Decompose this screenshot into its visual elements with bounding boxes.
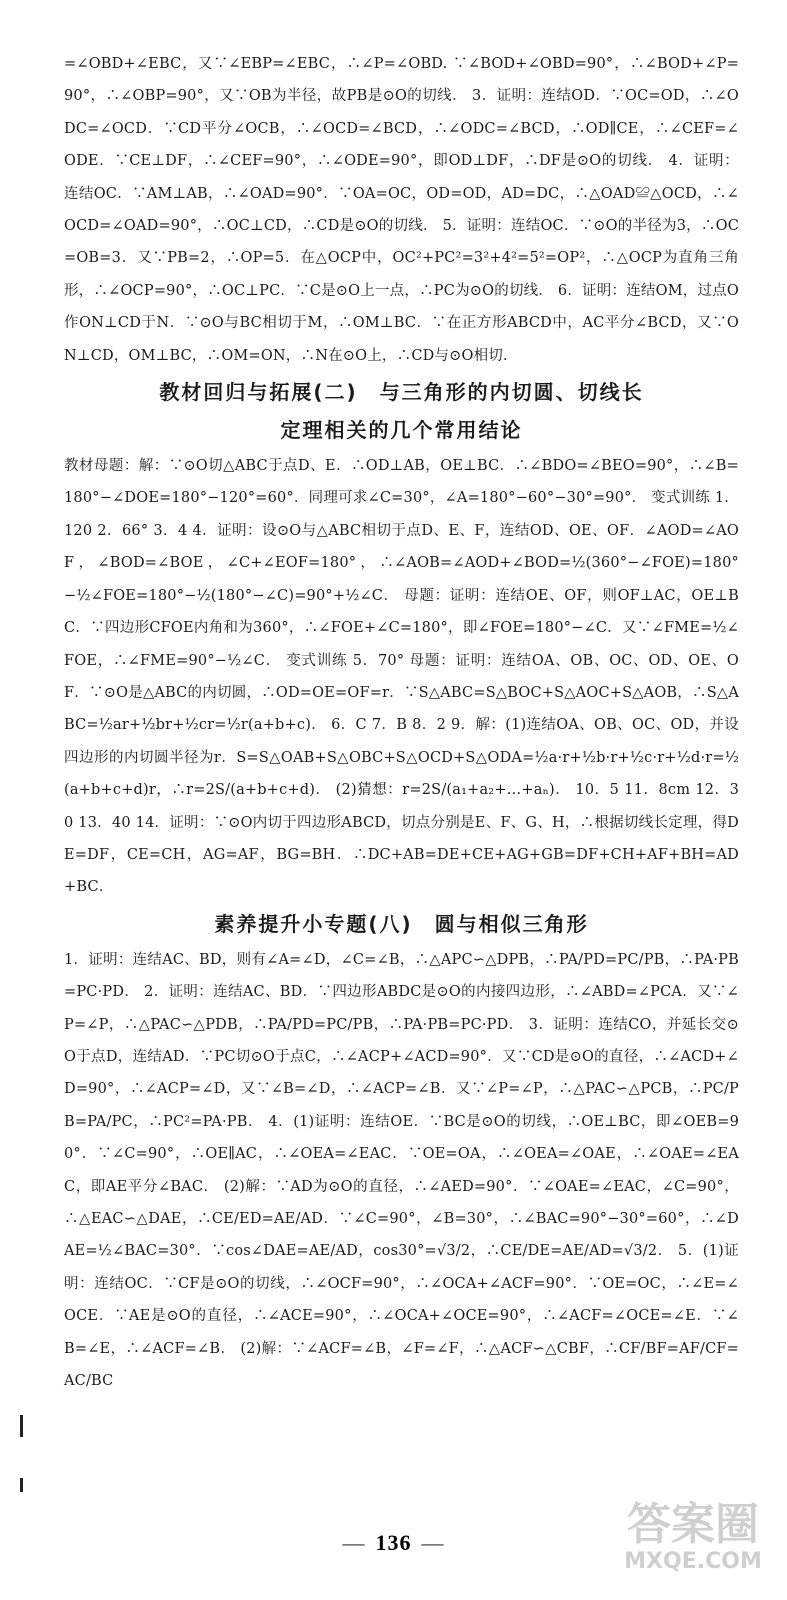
watermark-logo-text: 答案圈 (627, 1499, 759, 1550)
paragraph-similar-triangle-proofs: 1．证明：连结AC、BD，则有∠A=∠D，∠C=∠B，∴△APC∽△DPB，∴PA/PD=PC/PB，∴PA·PB=PC·PD． 2．证明：连结AC、BD．∵四边形ABDC是⊙O的内接四边形，∴∠ABD=∠PCA．又∵∠P=∠P，∴△PAC∽△PDB，∴PA/PD=PC/PB，∴PA·PB=PC·PD． 3．证明：连结CO，并延长交⊙O于点D，连结AD．∵PC切⊙O于点C，∴∠ACP+∠ACD=90°．又∵CD是⊙O的直径，∴∠ACD+∠D=90°，∴∠ACP=∠D，又∵∠B=∠D，∴∠ACP=∠B．又∵∠P=∠P，∴△PAC∽△PCB，∴PC/PB=PA/PC，∴PC²=PA·PB． 4．(1)证明：连结OE．∵BC是⊙O的切线，∴OE⊥BC，即∠OEB=90°．∵∠C=90°，∴OE∥AC，∴∠OEA=∠EAC．∵OE=OA，∴∠OEA=∠OAE，∴∠OAE=∠EAC，即AE平分∠BAC． (2)解：∵AD为⊙O的直径，∴∠AED=90°．∵∠OAE=∠EAC，∠C=90°，∴△EAC∽△DAE，∴CE/ED=AE/AD．∵∠C=90°，∠B=30°，∴∠BAC=90°−30°=60°，∴∠DAE=½∠BAC=30°．∵cos∠DAE=AE/AD，cos30°=√3/2，∴CE/DE=AE/AD=√3/2． 5．(1)证明：连结OC．∵CF是⊙O的切线，∴∠OCF=90°，∴∠OCA+∠ACF=90°．∵OE=OC，∴∠E=∠OCE．∵AE是⊙O的直径，∴∠ACE=90°，∴∠OCA+∠OCE=90°，∴∠ACF=∠OCE=∠E．∵∠B=∠E，∴∠ACF=∠B． (2)解：∵∠ACF=∠B，∠F=∠F，∴△ACF∽△CBF，∴CF/BF=AF/CF=AC/BC (64, 951, 739, 1390)
paragraph-tangent-proofs: =∠OBD+∠EBC，又∵∠EBP=∠EBC，∴∠P=∠OBD. ∵∠BOD+∠OBD=90°，∴∠BOD+∠P=90°，∴∠OBP=90°，又∵OB为半径，故PB是⊙O的切线． 3．证明：连结OD．∵OC=OD，∴∠ODC=∠OCD．∵CD平分∠OCB，∴∠OCD=∠BCD，∴∠ODC=∠BCD，∴OD∥CE，∴∠CEF=∠ODE．∵CE⊥DF，∴∠CEF=90°，∴∠ODE=90°，即OD⊥DF，∴DF是⊙O的切线． 4．证明：连结OC．∵AM⊥AB，∴∠OAD=90°．∵OA=OC，OD=OD，AD=DC，∴△OAD≌△OCD，∴∠OCD=∠OAD=90°，∴OC⊥CD，∴CD是⊙O的切线． 5．证明：连结OC．∵⊙O的半径为3，∴OC=OB=3．又∵PB=2，∴OP=5．在△OCP中，OC²+PC²=3²+4²=5²=OP²，∴△OCP为直角三角形，∴∠OCP=90°，∴OC⊥PC．∵C是⊙O上一点，∴PC为⊙O的切线． 6．证明：连结OM，过点O作ON⊥CD于N．∵⊙O与BC相切于M，∴OM⊥BC．∵在正方形ABCD中，AC平分∠BCD，又∵ON⊥CD，OM⊥BC，∴OM=ON，∴N在⊙O上，∴CD与⊙O相切． (64, 56, 739, 364)
page-number: — 136 — (342, 1530, 445, 1555)
watermark-url: MXQE.COM (624, 1549, 762, 1574)
margin-mark (20, 1415, 23, 1437)
section-heading-textbook-return-line2: 定理相关的几个常用结论 (280, 418, 523, 443)
page-number-value: 136 (375, 1530, 412, 1555)
section-heading-similar-triangles: 素养提升小专题(八) 圆与相似三角形 (214, 911, 589, 936)
watermark-logo (623, 1500, 763, 1580)
margin-mark (20, 1478, 23, 1492)
section-heading-textbook-return: 教材回归与拓展(二) 与三角形的内切圆、切线长 (159, 380, 644, 405)
paragraph-incircle-answers: 教材母题：解：∵⊙O切△ABC于点D、E．∴OD⊥AB，OE⊥BC．∴∠BDO=∠BEO=90°，∴∠B=180°−∠DOE=180°−120°=60°．同理可求∠C=30°，∠A=180°−60°−30°=90°． 变式训练 1．120 2．66° 3．4 4．证明：设⊙O与△ABC相切于点D、E、F，连结OD、OE、OF．∠AOD=∠AOF，∠BOD=∠BOE，∠C+∠EOF=180°，∴∠AOB=∠AOD+∠BOD=½(360°−∠FOE)=180°−½∠FOE=180°−½(180°−∠C)=90°+½∠C． 母题：证明：连结OE、OF，则OF⊥AC，OE⊥BC．∵四边形CFOE内角和为360°，∴∠FOE+∠C=180°，即∠FOE=180°−∠C．又∵∠FME=½∠FOE，∴∠FME=90°−½∠C． 变式训练 5．70° 母题：证明：连结OA、OB、OC、OD、OE、OF．∵⊙O是△ABC的内切圆，∴OD=OE=OF=r．∵S△ABC=S△BOC+S△AOC+S△AOB，∴S△ABC=½ar+½br+½cr=½r(a+b+c)． 6．C 7．B 8．2 9．解：(1)连结OA、OB、OC、OD，并设四边形的内切圆半径为r．S=S△OAB+S△OBC+S△OCD+S△ODA=½a·r+½b·r+½c·r+½d·r=½(a+b+c+d)r，∴r=2S/(a+b+c+d)． (2)猜想：r=2S/(a₁+a₂+…+aₙ)． 10．5 11．8cm 12．30 13．40 14．证明：∵⊙O内切于四边形ABCD，切点分别是E、F、G、H，∴根据切线长定理，得DE=DF，CE=CH，AG=AF，BG=BH．∴DC+AB=DE+CE+AG+GB=DF+CH+AF+BH=AD+BC． (64, 458, 739, 896)
